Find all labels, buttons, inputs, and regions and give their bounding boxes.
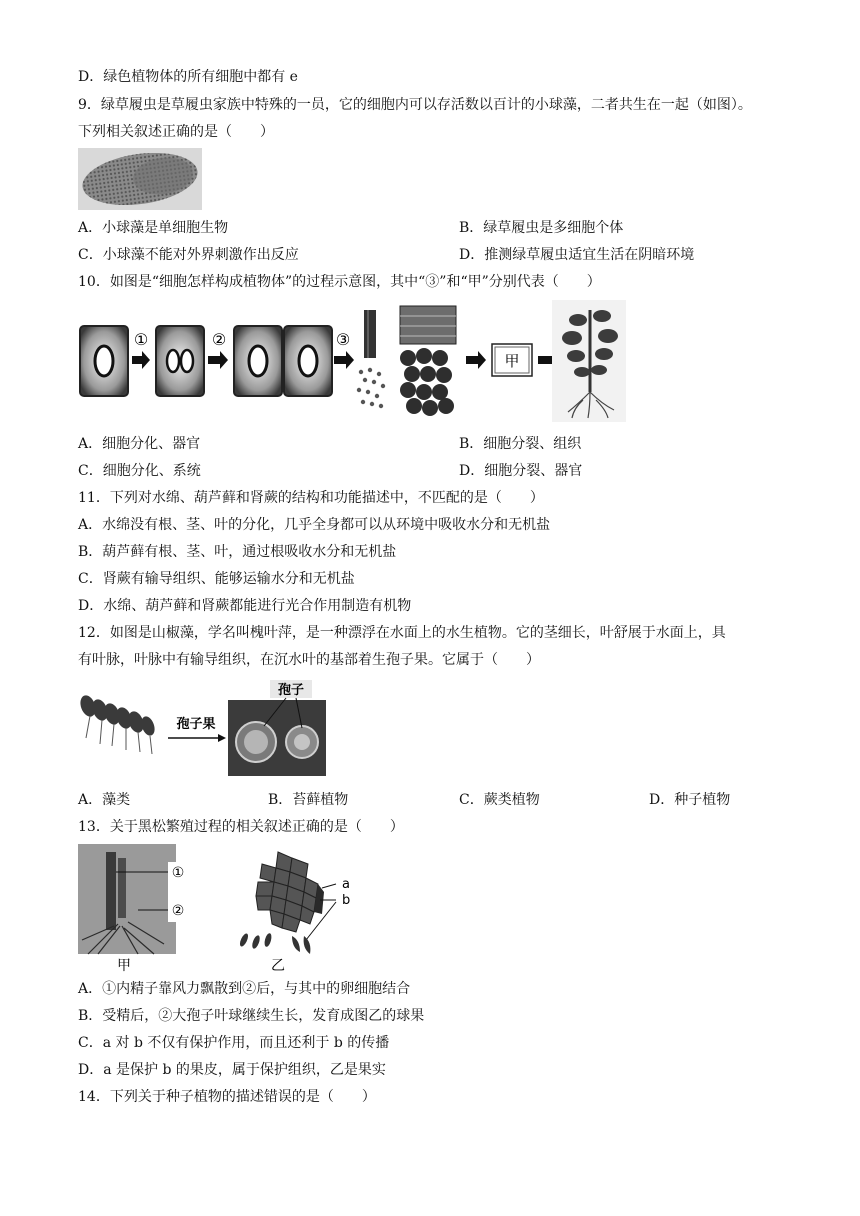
q9-option-b: B．绿草履虫是多细胞个体 (459, 220, 624, 236)
q11-stem: 11．下列对水绵、葫芦藓和肾蕨的结构和功能描述中，不匹配的是（ ） (78, 490, 544, 506)
q13-label-two: ② (171, 903, 185, 919)
q12-option-c: C．蕨类植物 (459, 792, 540, 808)
q11-option-c: C．肾蕨有输导组织、能够运输水分和无机盐 (78, 571, 355, 587)
q10-label-jia: 甲 (504, 352, 520, 370)
q9-stem-line1: 9．绿草履虫是草履虫家族中特殊的一员，它的细胞内可以存活数以百计的小球藻，二者共生在一起（如图）。 (78, 97, 752, 113)
q12-option-a: A．藻类 (78, 792, 131, 808)
q13-label-b: b (342, 893, 351, 908)
q13-stem: 13．关于黑松繁殖过程的相关叙述正确的是（ ） (78, 819, 404, 835)
q13-option-d: D．a 是保护 b 的果皮，属于保护组织，乙是果实 (78, 1062, 386, 1078)
q10-figure-cell-to-plant (78, 300, 626, 422)
q9-option-c: C．小球藻不能对外界刺激作出反应 (78, 247, 299, 263)
q13-option-a: A．①内精子靠风力飘散到②后，与其中的卵细胞结合 (78, 981, 411, 997)
q13-label-jia: 甲 (117, 958, 131, 974)
q10-option-a: A．细胞分化、器官 (78, 436, 201, 452)
q11-option-a: A．水绵没有根、茎、叶的分化，几乎全身都可以从环境中吸收水分和无机盐 (78, 517, 551, 533)
q12-figure-salvinia (78, 680, 326, 780)
q12-label-sporocarp: 孢子果 (176, 717, 216, 732)
q11-option-d: D．水绵、葫芦藓和肾蕨都能进行光合作用制造有机物 (78, 598, 412, 614)
q8-option-d: D．绿色植物体的所有细胞中都有 e (78, 69, 298, 85)
q12-option-b: B．苔藓植物 (268, 792, 349, 808)
q14-stem: 14．下列关于种子植物的描述错误的是（ ） (78, 1089, 376, 1105)
q10-option-d: D．细胞分裂、器官 (459, 463, 583, 479)
q12-option-d: D．种子植物 (649, 792, 731, 808)
q9-figure-paramecium (78, 148, 202, 210)
q9-option-a: A．小球藻是单细胞生物 (78, 220, 229, 236)
q9-option-d: D．推测绿草履虫适宜生活在阴暗环境 (459, 247, 695, 263)
q13-option-c: C．a 对 b 不仅有保护作用，而且还利于 b 的传播 (78, 1035, 390, 1051)
q13-option-b: B．受精后，②大孢子叶球继续生长，发育成图乙的球果 (78, 1008, 425, 1024)
q9-stem-line2: 下列相关叙述正确的是（ ） (78, 124, 274, 140)
q10-option-c: C．细胞分化、系统 (78, 463, 201, 479)
q13-label-a: a (342, 877, 350, 892)
q13-label-one: ① (171, 865, 185, 881)
q10-label-step2: ② (211, 330, 227, 349)
q10-label-step3: ③ (335, 330, 351, 349)
q12-stem-line2: 有叶脉，叶脉中有输导组织，在沉水叶的基部着生孢子果。它属于（ ） (78, 652, 540, 668)
q13-label-yi: 乙 (271, 958, 285, 974)
q10-stem: 10．如图是“细胞怎样构成植物体”的过程示意图，其中“③”和“甲”分别代表（ ） (78, 274, 601, 290)
q10-option-b: B．细胞分裂、组织 (459, 436, 582, 452)
q13-figure-pine (78, 844, 358, 974)
q12-label-spore: 孢子 (277, 683, 305, 698)
q10-label-step1: ① (133, 330, 149, 349)
q11-option-b: B．葫芦藓有根、茎、叶，通过根吸收水分和无机盐 (78, 544, 397, 560)
q12-stem-line1: 12．如图是山椒藻，学名叫槐叶萍，是一种漂浮在水面上的水生植物。它的茎细长，叶舒展于水面上，具 (78, 625, 726, 641)
